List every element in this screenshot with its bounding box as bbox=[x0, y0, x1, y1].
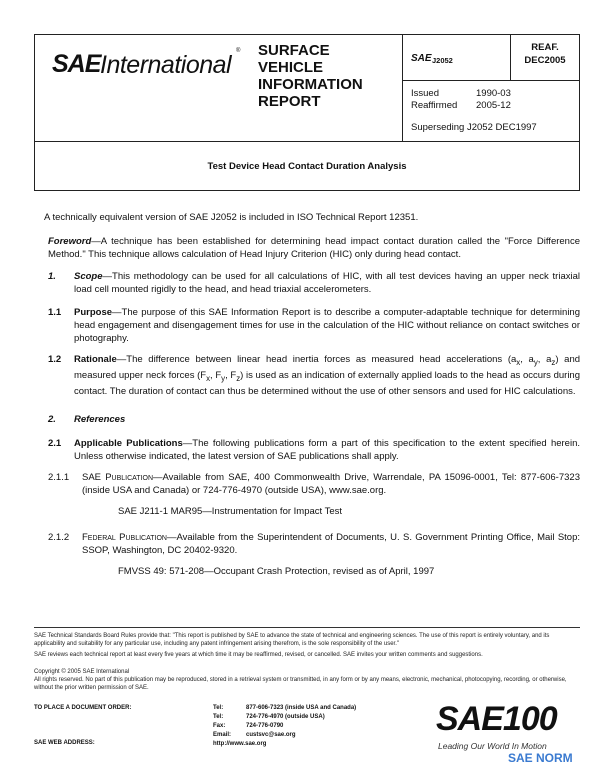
web-label: SAE WEB ADDRESS: bbox=[34, 740, 95, 746]
issued-date: 1990-03 bbox=[476, 88, 511, 99]
doc-number: J2052 bbox=[432, 56, 453, 65]
section-number: 2. bbox=[48, 414, 56, 425]
header-divider bbox=[510, 34, 511, 80]
reaffirmed-date: 2005-12 bbox=[476, 100, 511, 111]
equivalence-note: A technically equivalent version of SAE J2052 is included in ISO Technical Report 12351. bbox=[44, 212, 419, 223]
sae-logo: SAE bbox=[52, 50, 101, 78]
reference-item: SAE J211-1 MAR95—Instrumentation for Impact Test bbox=[118, 506, 343, 517]
section-purpose: Purpose—The purpose of this SAE Information Report is to describe a computer-adaptable technique for determining head engagement and disengagement times for use in the calculation of the HIC without reliance on contact switches or photography. bbox=[74, 307, 580, 344]
superseding: Superseding J2052 DEC1997 bbox=[411, 122, 537, 133]
tagline: Leading Our World In Motion bbox=[438, 741, 547, 751]
web-link[interactable]: http://www.sae.org bbox=[213, 741, 267, 747]
header-divider bbox=[402, 34, 403, 142]
section-number: 1.1 bbox=[48, 307, 62, 318]
email-label: Email: bbox=[213, 732, 232, 738]
foreword: Foreword—A technique has been established for determining head impact contact duration called the "Force Difference Method." This technique allows calculation of Head Injury Criterion (HIC) only during head contact. bbox=[48, 236, 580, 260]
sae100-logo: SAE100 bbox=[436, 700, 557, 738]
section-number: 1.2 bbox=[48, 354, 62, 365]
tel-number: 877-606-7323 (inside USA and Canada) bbox=[246, 705, 357, 711]
section-number: 2.1.2 bbox=[48, 532, 70, 543]
section-number: 2.1 bbox=[48, 438, 62, 449]
section-references: References bbox=[74, 414, 126, 425]
status-badge: REAF. DEC2005 bbox=[524, 42, 566, 66]
section-federal-publication: Federal Publication—Available from the Superintendent of Documents, U. S. Government Printing Office, Mail Stop: SSOP, Washington, DC 20402-9320. bbox=[82, 532, 580, 556]
tel-label: Tel: bbox=[213, 714, 224, 720]
email-link[interactable]: custsvc@sae.org bbox=[246, 732, 296, 738]
review-note: SAE reviews each technical report at least every five years at which time it may be reaffirmed, revised, or cancelled. SAE invites your written comments and suggestions. bbox=[34, 652, 483, 658]
rights-notice: All rights reserved. No part of this publication may be reproduced, stored in a retrieval system or transmitted, in any form or by any means, electronic, mechanical, photocopying, recording, or otherwise, without the prior written permission of SAE. bbox=[34, 677, 567, 691]
issued-label: Issued bbox=[411, 88, 439, 99]
document-title: Test Device Head Contact Duration Analysis bbox=[207, 161, 407, 172]
fax-label: Fax: bbox=[213, 723, 226, 729]
doc-org: SAE bbox=[411, 53, 432, 64]
section-number: 2.1.1 bbox=[48, 472, 70, 483]
header-divider bbox=[402, 80, 580, 81]
sae-logo-international: International bbox=[100, 51, 232, 79]
order-label: TO PLACE A DOCUMENT ORDER: bbox=[34, 705, 132, 711]
reference-item: FMVSS 49: 571-208—Occupant Crash Protection, revised as of April, 1997 bbox=[118, 566, 435, 577]
reaffirmed-label: Reaffirmed bbox=[411, 100, 458, 111]
section-rationale: Rationale—The difference between linear head inertia forces as measured head accelerations ($a_x$, $a_y$, $a_z$) and measured upper neck forces ($F_x$, $F_y$, $F_z$) is used as an indication of externally applied loads to the head as occurs during contact. The duration of contact can thus be determined without the use of other sensors and used for HIC calculations. bbox=[74, 354, 581, 397]
section-sae-publication: SAE Publication—Available from SAE, 400 Commonwealth Drive, Warrendale, PA 15096-0001, Tel: 877-606-7323 (inside USA and Canada) or 724-776-4970 (outside USA), www.sae.org. bbox=[82, 472, 580, 496]
trademark-mark: ® bbox=[236, 48, 241, 54]
section-number: 1. bbox=[48, 271, 56, 282]
sae-norm-watermark: SAE NORM bbox=[508, 751, 573, 765]
tel-number: 724-776-4970 (outside USA) bbox=[246, 714, 325, 720]
section-applicable-publications: Applicable Publications—The following publications form a part of this specification to the extent specified herein. Unless otherwise indicated, the latest version of SAE publications shall apply. bbox=[74, 438, 580, 462]
fax-number: 724-776-0790 bbox=[246, 723, 284, 729]
report-type: SURFACE VEHICLE INFORMATION REPORT bbox=[258, 42, 363, 110]
section-scope: Scope—This methodology can be used for all calculations of HIC, with all test devices having an upper neck triaxial load cell mounted rigidly to the head, and head triaxial accelerometers. bbox=[74, 271, 580, 295]
standards-board-rules: SAE Technical Standards Board Rules provide that: "This report is published by SAE to advance the state of technical and engineering sciences. The use of this report is entirely voluntary, and its applicability and suitability for any particular use, including any patent infringement arising therefrom, is the sole responsibility of the user." bbox=[34, 633, 550, 647]
footer-rule bbox=[34, 627, 580, 628]
tel-label: Tel: bbox=[213, 705, 224, 711]
copyright: Copyright © 2005 SAE International bbox=[34, 669, 130, 675]
